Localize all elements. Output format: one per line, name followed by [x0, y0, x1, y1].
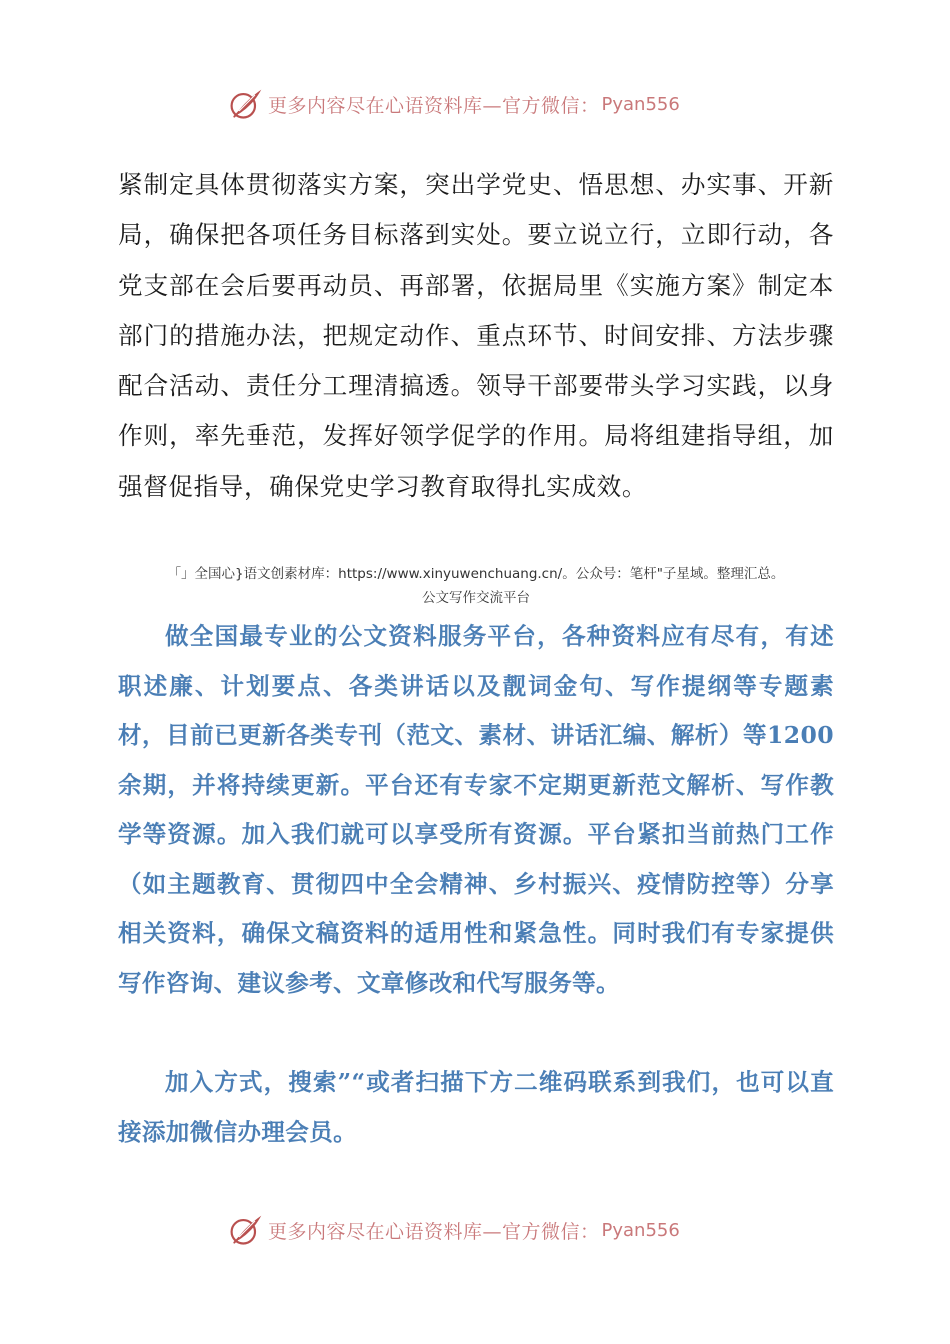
- source-note-line-1: 「」全国心}语文创素材库：https://www.xinyuwenchuang.cn/。公众号：笔杆"子星域。整理汇总。: [167, 566, 785, 582]
- source-note: [118, 562, 834, 610]
- promo-paragraph-2: 加入方式，搜索”“或者扫描下方二维码联系到我们，也可以直接添加微信办理会员。: [118, 1068, 834, 1146]
- watermark-wechat-id: Pyan556: [601, 93, 680, 115]
- watermark-wechat-id: Pyan556: [601, 1219, 680, 1241]
- watermark-text: 更多内容尽在心语资料库—官方微信：: [268, 1220, 600, 1243]
- quill-pen-logo-icon: [228, 1212, 264, 1248]
- source-note-line-2: 公文写作交流平台: [422, 590, 530, 606]
- body-paragraph: 紧制定具体贯彻落实方案，突出学党史、悟思想、办实事、开新局，确保把各项任务目标落到实处。要立说立行，立即行动，各党支部在会后要再动员、再部署，依据局里《实施方案》制定本部门的措施办法，把规定动作、重点环节、时间安排、方法步骤配合活动、责任分工理清搞透。领导干部要带头学习实践，以身作则，率先垂范，发挥好领学促学的作用。局将组建指导组，加强督促指导，确保党史学习教育取得扎实成效。: [118, 170, 834, 501]
- watermark-text: 更多内容尽在心语资料库—官方微信：: [268, 94, 600, 117]
- header-watermark: [228, 84, 680, 124]
- footer-watermark: [228, 1210, 680, 1250]
- promo-paragraph-1: 做全国最专业的公文资料服务平台，各种资料应有尽有，有述职述廉、计划要点、各类讲话以及靓词金句、写作提纲等专题素材，目前已更新各类专刊（范文、素材、讲话汇编、解析）等1200余期，并将持续更新。平台还有专家不定期更新范文解析、写作教学等资源。加入我们就可以享受所有资源。平台紧扣当前热门工作（如主题教育、贯彻四中全会精神、乡村振兴、疫情防控等）分享相关资料，确保文稿资料的适用性和紧急性。同时我们有专家提供写作咨询、建议参考、文章修改和代写服务等。: [118, 622, 834, 997]
- quill-pen-logo-icon: [228, 86, 264, 122]
